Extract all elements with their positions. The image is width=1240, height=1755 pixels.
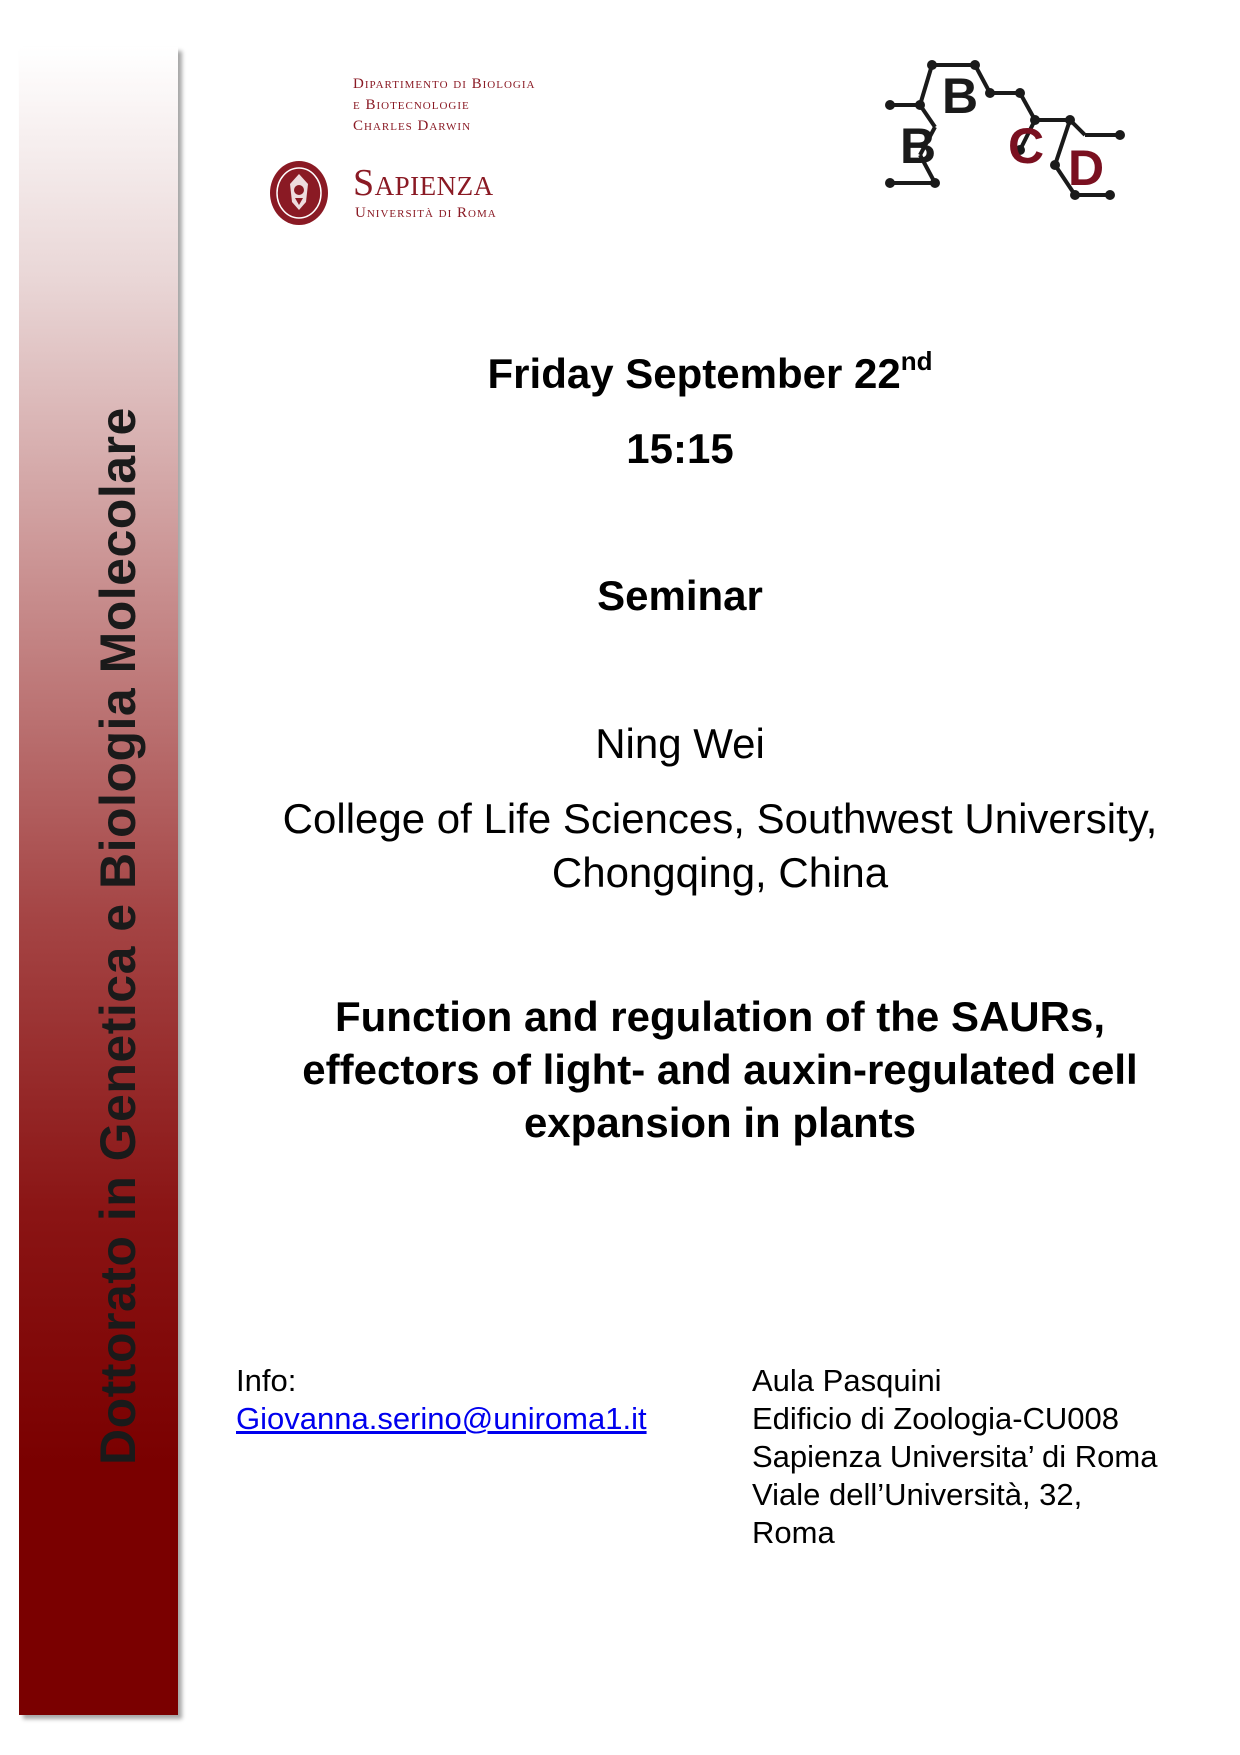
bbcd-logo (880, 55, 1145, 230)
svg-text:B: B (942, 68, 979, 124)
event-date-main: Friday September 22 (487, 350, 901, 397)
department-name (353, 74, 535, 137)
venue-line: Aula Pasquini (752, 1363, 942, 1398)
affiliation-line: Chongqing, China (551, 849, 889, 896)
dept-line: e Biotecnologie (353, 97, 470, 113)
svg-text:D: D (1068, 140, 1105, 196)
venue-line: Edificio di Zoologia-CU008 (752, 1401, 1120, 1436)
contact-info (236, 1362, 647, 1438)
event-date-suffix: nd (900, 346, 933, 376)
affiliation-line: College of Life Sciences, Southwest University, (282, 795, 1158, 842)
event-date (200, 346, 1220, 398)
venue-line: Viale dell’Università, 32, (752, 1477, 1083, 1512)
speaker-affiliation (230, 792, 1210, 900)
speaker-name: Ning Wei (595, 720, 765, 767)
talk-title-line: effectors of light- and auxin-regulated cell (302, 1046, 1138, 1093)
talk-title (230, 990, 1210, 1149)
venue-line: Sapienza Universita’ di Roma (752, 1439, 1158, 1474)
sidebar-vertical-title: Dottorato in Genetica e Biologia Molecolare (90, 407, 146, 1465)
university-subtitle: Università di Roma (355, 205, 497, 221)
info-label: Info: (236, 1363, 297, 1398)
svg-text:C: C (1008, 118, 1045, 174)
dept-line: Charles Darwin (353, 118, 472, 134)
sapienza-seal-icon (268, 158, 330, 228)
event-time: 15:15 (626, 425, 734, 472)
talk-title-line: Function and regulation of the SAURs, (335, 993, 1105, 1040)
venue-line: Roma (752, 1515, 835, 1550)
university-name: Sapienza (353, 162, 494, 204)
event-type: Seminar (597, 572, 763, 619)
contact-email-link[interactable]: Giovanna.serino@uniroma1.it (236, 1401, 647, 1436)
svg-text:B: B (900, 118, 937, 174)
dept-line: Dipartimento di Biologia (353, 76, 536, 92)
talk-title-line: expansion in plants (523, 1099, 917, 1146)
venue-address (752, 1362, 1157, 1552)
